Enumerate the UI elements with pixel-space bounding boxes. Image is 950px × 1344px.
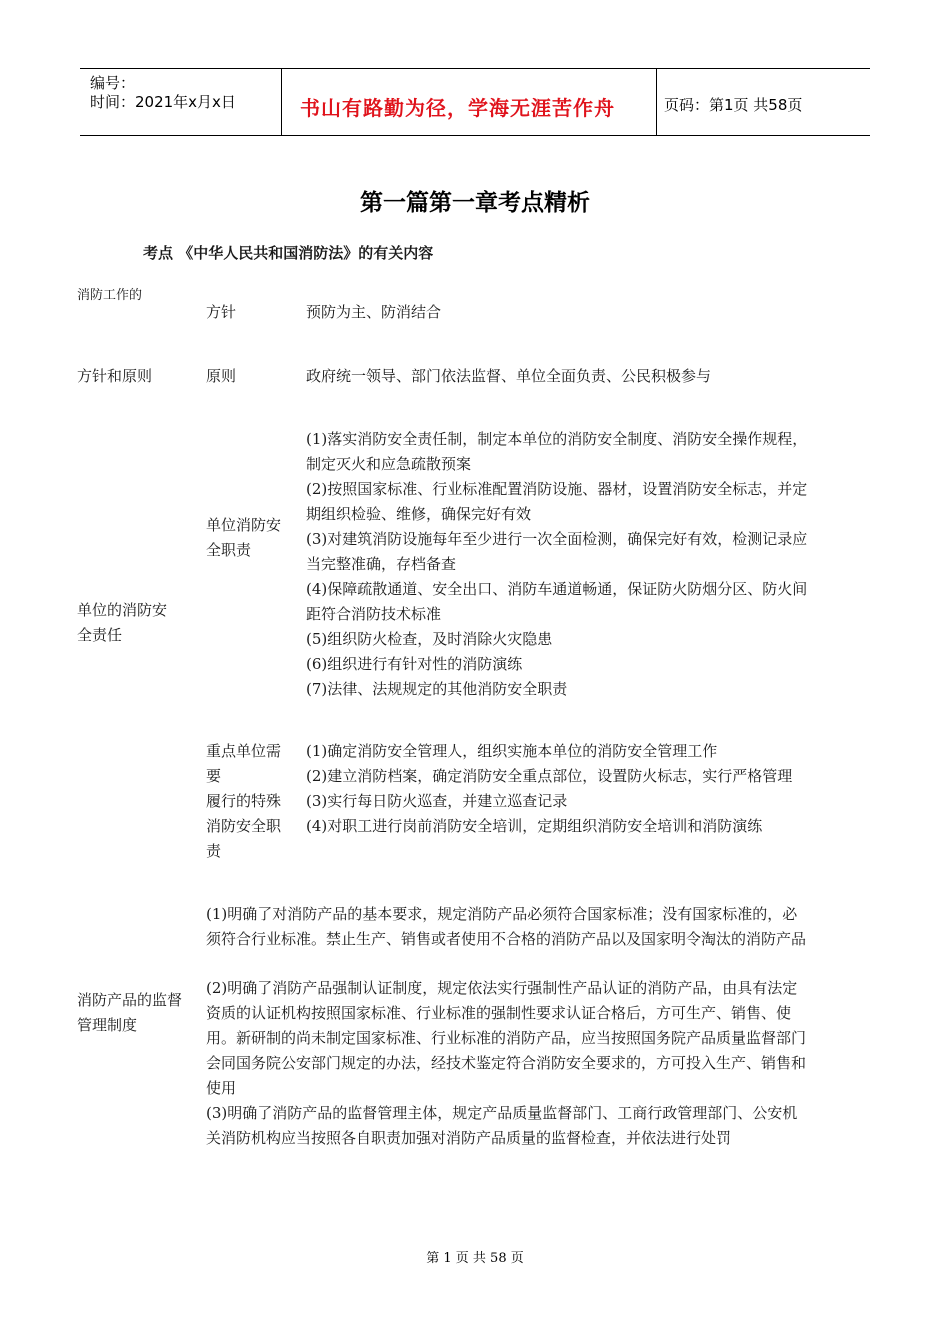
page-subtitle: 考点 《中华人民共和国消防法》的有关内容 [143,244,434,262]
section2-sub1-line: 制定灭火和应急疏散预案 [306,455,472,473]
section2-category [77,598,167,648]
section3-para1 [206,902,806,952]
section2-sub2-label-line: 要 [206,767,222,785]
section2-sub1-line: (2)按照国家标准、行业标准配置消防设施、器材，设置消防安全标志，并定 [306,480,808,498]
section3-para2-line: 资质的认证机构按照国家标准、行业标准的强制性要求认证合格后，方可生产、销售、使 [206,1004,792,1022]
section2-sub1-label [206,513,281,563]
section2-sub2-label-line: 消防安全职 [206,817,282,835]
section2-sub2-label-line: 重点单位需 [206,742,282,760]
section2-sub2-line: (1)确定消防安全管理人，组织实施本单位的消防安全管理工作 [306,742,718,760]
section1-category-line2: 方针和原则 [77,367,153,385]
section1-row1-label: 方针 [206,303,237,321]
header-motto: 书山有路勤为径，学海无涯苦作舟 [300,96,615,120]
section2-sub2-content [306,739,792,839]
section1-row1-content: 预防为主、防消结合 [306,303,442,321]
header-number-label: 编号： [90,74,136,92]
section3-para2-line: 关消防机构应当按照各自职责加强对消防产品质量的监督检查，并依法进行处罚 [206,1129,732,1147]
section3-para2 [206,976,806,1151]
section2-sub1-label-line: 全职责 [206,541,252,559]
section1-category-line1: 消防工作的 [77,288,143,303]
header-date-label: 时间：2021年x月x日 [90,93,236,111]
section3-para1-line: 须符合行业标准。禁止生产、销售或者使用不合格的消防产品以及国家明令淘汰的消防产品 [206,930,807,948]
header-top-rule [80,68,870,69]
section2-sub1-content [306,427,807,702]
section2-sub1-line: (7)法律、法规规定的其他消防安全职责 [306,680,568,698]
header-divider-left [281,68,282,135]
section2-category-line: 全责任 [77,626,123,644]
section3-para1-line: (1)明确了对消防产品的基本要求，规定消防产品必须符合国家标准；没有国家标准的，必 [206,905,798,923]
section3-para2-line: 使用 [206,1079,237,1097]
section3-category-line: 管理制度 [77,1016,138,1034]
section2-sub2-label [206,739,281,864]
section2-sub1-line: 当完整准确，存档备查 [306,555,457,573]
section2-sub2-label-line: 履行的特殊 [206,792,282,810]
section3-para2-line: 会同国务院公安部门规定的办法，经技术鉴定符合消防安全要求的，方可投入生产、销售和 [206,1054,807,1072]
section2-sub1-line: (4)保障疏散通道、安全出口、消防车通道畅通，保证防火防烟分区、防火间 [306,580,808,598]
footer-page-number: 第 1 页 共 58 页 [426,1251,524,1266]
page-title: 第一篇第一章考点精析 [360,190,590,216]
header-page-info: 页码：第1页 共58页 [664,96,803,114]
section3-category [77,988,182,1038]
section2-sub1-line: (1)落实消防安全责任制，制定本单位的消防安全制度、消防安全操作规程， [306,430,808,448]
section2-sub1-line: 距符合消防技术标准 [306,605,442,623]
section2-sub1-label-line: 单位消防安 [206,516,282,534]
section2-sub1-line: (3)对建筑消防设施每年至少进行一次全面检测，确保完好有效，检测记录应 [306,530,808,548]
header-bottom-rule [80,135,870,136]
section1-row2-label: 原则 [206,367,237,385]
section2-category-line: 单位的消防安 [77,601,168,619]
section2-sub1-line: 期组织检验、维修，确保完好有效 [306,505,532,523]
section2-sub2-line: (4)对职工进行岗前消防安全培训，定期组织消防安全培训和消防演练 [306,817,763,835]
section2-sub2-label-line: 责 [206,842,222,860]
section3-para2-line: (2)明确了消防产品强制认证制度，规定依法实行强制性产品认证的消防产品，由具有法定 [206,979,798,997]
section2-sub1-line: (5)组织防火检查，及时消除火灾隐患 [306,630,553,648]
section1-row2-content: 政府统一领导、部门依法监督、单位全面负责、公民积极参与 [306,367,712,385]
section3-category-line: 消防产品的监督 [77,991,183,1009]
header-divider-right [656,68,657,135]
section3-para2-line: 用。新研制的尚未制定国家标准、行业标准的消防产品，应当按照国务院产品质量监督部门 [206,1029,807,1047]
section2-sub2-line: (2)建立消防档案，确定消防安全重点部位，设置防火标志，实行严格管理 [306,767,793,785]
section3-para2-line: (3)明确了消防产品的监督管理主体，规定产品质量监督部门、工商行政管理部门、公安机 [206,1104,798,1122]
section2-sub1-line: (6)组织进行有针对性的消防演练 [306,655,523,673]
section2-sub2-line: (3)实行每日防火巡查，并建立巡查记录 [306,792,568,810]
